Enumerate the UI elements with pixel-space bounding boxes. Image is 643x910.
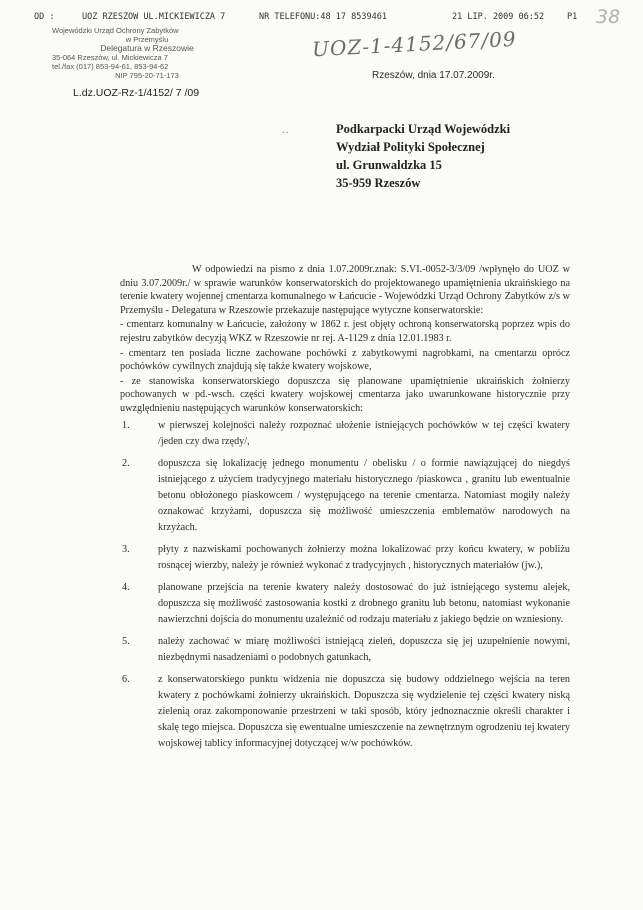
- sender-stamp: [52, 26, 242, 80]
- stamp-line: Wojewódzki Urząd Ochrony Zabytków: [52, 26, 179, 35]
- fax-datetime: 21 LIP. 2009 06:52: [452, 12, 545, 22]
- paragraph: W odpowiedzi na pismo z dnia 1.07.2009r.znak: S.VI.-0052-3/3/09 /wpłynęło do UOZ w dniu 3.07.2009r./ w sprawie warunków konserwatorskich do projektowanego upamiętnienia ukraińskiego na terenie kwatery wojennej cmentarza komunalnego w Łańcucie - Wojewódzki Urząd Ochrony Zabytków z/s w Przemyślu - Delegatura w Rzeszowie przekazuje następujące wytyczne konserwatorskie:: [120, 264, 570, 316]
- letter-body: [120, 263, 570, 758]
- paragraph: - cmentarz ten posiada liczne zachowane pochówki z zabytkowymi nagrobkami, na cmentarzu oprócz pochówków cywilnych znajdują się także kwatery wojskowe,: [120, 347, 570, 373]
- paragraph: - ze stanowiska konserwatorskiego dopuszcza się planowane upamiętnienie ukraińskich żołnierzy pochowanych w pd.-wsch. części kwatery wojskowej cmentarza jako uwarunkowane historycznie przy uwzględnieniu następujących warunków konserwatorskich:: [120, 375, 570, 414]
- small-mark: ··: [282, 128, 289, 139]
- stamp-line: 35-064 Rzeszów, ul. Mickiewicza 7: [52, 53, 168, 62]
- conditions-list: [120, 418, 570, 752]
- addressee-line: 35-959 Rzeszów: [336, 176, 421, 190]
- list-item: 5. należy zachować w miarę możliwości istniejącą zieleń, dopuszcza się jej uzupełnienie nowymi, niezbędnymi nasadzeniami o podobnych gatunkach,: [122, 635, 570, 663]
- list-item: 2. dopuszcza się lokalizację jednego monumentu / obelisku / o formie nawiązującej do niegdyś istniejącego z użyciem tradycyjnego materiału historycznego /piaskowca , granitu lub ewentualnie betonu obłożonego piaskowcem / występującego na terenie cmentarza. Natomiast mogiły należy oznakować krzyżami, dopuszcza się możliwość umieszczenia emblematów narodowych na krzyżach.: [122, 457, 570, 533]
- fax-sender: UOZ RZESZOW UL.MICKIEWICZA 7: [82, 12, 226, 22]
- paragraph: - cmentarz komunalny w Łańcucie, założony w 1862 r. jest objęty ochroną konserwatorską poprzez wpis do rejestru zabytków decyzją WKZ w Rzeszowie nr rej. A-1129 z dnia 12.01.1983 r.: [120, 319, 570, 344]
- reference-number: L.dz.UOZ-Rz-1/4152/ 7 /09: [73, 87, 200, 99]
- addressee-block: [336, 120, 510, 192]
- list-item: 4. planowane przejścia na terenie kwatery należy dostosować do już istniejącego systemu alejek, dopuszcza się możliwość zastosowania kostki z drobnego granitu lub betonu, natomiast wykonanie nawierzchni dojścia do monumentu uzależnić od rodzaju materiału z jakiego będzie on wzniesiony.: [122, 581, 570, 625]
- handwritten-reference: UOZ-1-4152/67/09: [311, 26, 518, 62]
- fax-from-label: OD :: [34, 12, 55, 22]
- fax-page: P1: [567, 12, 578, 22]
- list-item: 1. w pierwszej kolejności należy rozpoznać ułożenie istniejących pochówków w tej części kwatery /jeden czy dwa rzędy/,: [122, 419, 570, 447]
- list-item: 3. płyty z nazwiskami pochowanych żołnierzy można lokalizować przy końcu kwatery, w pobliżu rosnącej wierzby, należy je również wykonać z tradycyjnych , historycznych materiałów (jw.),: [122, 543, 570, 571]
- stamp-line: tel./fax (017) 853-94-61, 853-94-62: [52, 62, 169, 71]
- addressee-line: Podkarpacki Urząd Wojewódzki: [336, 122, 511, 136]
- handwritten-page-number: 38: [596, 6, 621, 28]
- fax-phone: NR TELEFONU:48 17 8539461: [259, 12, 387, 22]
- stamp-line: NIP 795-20-71-173: [115, 71, 179, 80]
- stamp-line: w Przemyślu: [125, 35, 169, 44]
- addressee-line: Wydział Polityki Społecznej: [336, 140, 485, 154]
- addressee-line: ul. Grunwaldzka 15: [336, 158, 442, 172]
- fax-header: [0, 12, 643, 26]
- list-item: 6. z konserwatorskiego punktu widzenia nie dopuszcza się budowy oddzielnego wejścia na teren kwatery z pochówkami żołnierzy ukraińskich. Dopuszcza się wydzielenie tej części kwatery niską zielenią oraz zakomponowanie przestrzeni w taki sposób, który jednoznacznie określi charakter i skalę tego miejsca. Dopuszcza się ewentualne umieszczenie na zewnętrznym ogrodzeniu tej kwatery wojskowej tablicy informacyjnej dotyczącej w/w pochówków.: [122, 673, 570, 749]
- place-date: Rzeszów, dnia 17.07.2009r.: [372, 70, 495, 81]
- stamp-line: Delegatura w Rzeszowie: [100, 43, 194, 53]
